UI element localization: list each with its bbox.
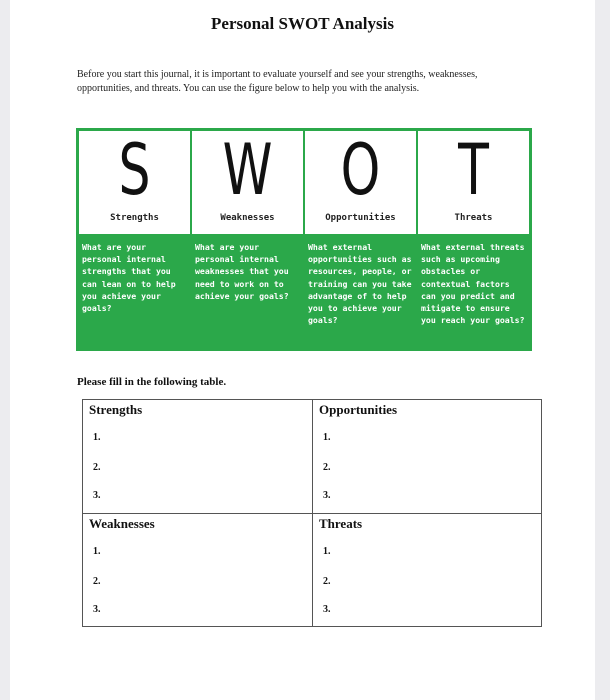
swot-description-opportunities: What external opportunities such as resources, people, or training can you take advantage of to help you to achieve your goals?	[308, 242, 412, 326]
cell-heading-weaknesses: Weaknesses	[89, 516, 155, 531]
swot-header-opportunities	[305, 131, 416, 234]
opportunities-item-1[interactable]: 1.	[323, 432, 331, 443]
table-cell-opportunities[interactable]	[312, 400, 541, 513]
swot-column-weaknesses	[192, 131, 303, 349]
swot-description-threats: What external threats such as upcoming obstacles or contextual factors can you predict and mitigate to ensure you reach your goals?	[421, 242, 525, 326]
cell-heading-strengths: Strengths	[89, 402, 143, 417]
weaknesses-item-1[interactable]: 1.	[93, 546, 101, 557]
swot-label-opportunities: Opportunities	[325, 213, 396, 223]
swot-label-threats: Threats	[454, 213, 493, 223]
strengths-item-3[interactable]: 3.	[93, 490, 101, 501]
swot-fill-table	[82, 399, 542, 627]
swot-header-strengths	[79, 131, 190, 234]
cell-heading-threats: Threats	[319, 516, 363, 531]
swot-label-strengths: Strengths	[110, 213, 159, 223]
swot-letter-w: W	[222, 129, 273, 211]
opportunities-item-3[interactable]: 3.	[323, 490, 331, 501]
swot-column-strengths	[79, 131, 190, 349]
strengths-item-1[interactable]: 1.	[93, 432, 101, 443]
table-cell-threats[interactable]	[312, 513, 541, 626]
intro-paragraph: Before you start this journal, it is important to evaluate yourself and see your strengths, weaknesses, opportunities, and threats. You can use the figure below to help you with the analysis.	[77, 69, 478, 94]
weaknesses-item-3[interactable]: 3.	[93, 604, 101, 615]
cell-heading-opportunities: Opportunities	[319, 402, 398, 417]
swot-header-weaknesses	[192, 131, 303, 234]
swot-column-opportunities	[305, 131, 416, 349]
weaknesses-item-2[interactable]: 2.	[93, 576, 101, 587]
table-cell-strengths[interactable]	[83, 400, 312, 513]
strengths-item-2[interactable]: 2.	[93, 462, 101, 473]
page-title: Personal SWOT Analysis	[211, 14, 394, 33]
swot-letter-o: O	[340, 129, 381, 211]
document-page	[10, 0, 595, 700]
swot-column-threats	[418, 131, 529, 349]
swot-figure	[76, 128, 532, 351]
swot-label-weaknesses: Weaknesses	[220, 213, 275, 223]
swot-letter-s: S	[118, 129, 151, 211]
swot-description-strengths: What are your personal internal strengths that you can lean on to help you achieve your goals?	[82, 242, 176, 314]
threats-item-2[interactable]: 2.	[323, 576, 331, 587]
swot-header-threats	[418, 131, 529, 234]
opportunities-item-2[interactable]: 2.	[323, 462, 331, 473]
swot-letter-t: T	[458, 129, 489, 211]
threats-item-1[interactable]: 1.	[323, 546, 331, 557]
table-instruction: Please fill in the following table.	[77, 376, 227, 388]
swot-description-weaknesses: What are your personal internal weaknesses that you need to work on to achieve your goals?	[195, 242, 289, 301]
threats-item-3[interactable]: 3.	[323, 604, 331, 615]
table-cell-weaknesses[interactable]	[83, 513, 312, 626]
